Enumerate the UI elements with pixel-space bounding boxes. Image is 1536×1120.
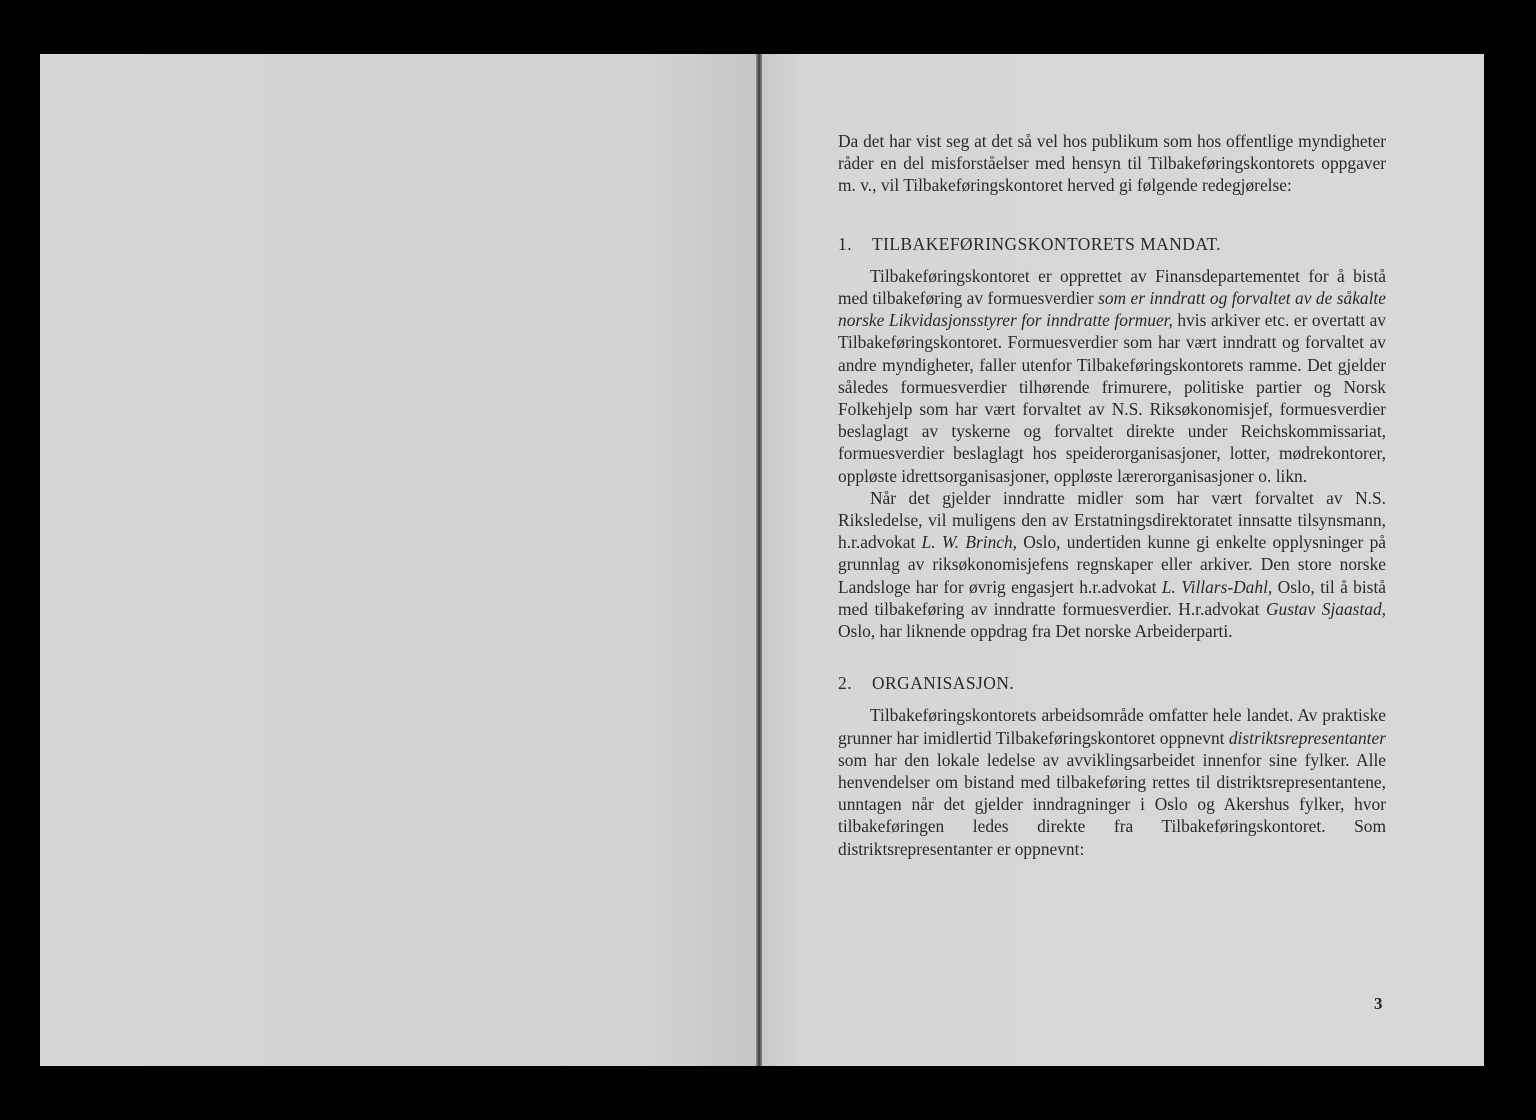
person-name: L. Villars-Dahl, [1161, 576, 1273, 597]
italic-phrase: som er inndratt og forvaltet av de såkalte norske Likvidasjonsstyrer for inndratte formuer, [838, 288, 1386, 331]
section-1-paragraph-1: Tilbakeføringskontoret er opprettet av Finansdepartementet for å bistå med tilbakeføring av formuesverdier som er inndratt og forvaltet av de såkalte norske Likvidasjonsstyrer for inndratte formuer, hvis arkiver etc. er overtatt av Tilbakeføringskontoret. Formuesverdier som har vært inndratt og forvaltet av andre myndigheter, faller utenfor Tilbakeføringskontorets ramme. Det gjelder således formuesverdier tilhørende frimurere, politiske partier og Norsk Folkehjelp som har vært forvaltet av N.S. Riksøkonomisjef, formuesverdier beslaglagt av tyskerne og forvaltet direkte under Reichskommissariat, formuesverdier beslaglagt hos speiderorganisasjoner, lotter, mødrekontorer, oppløste idrettsorganisasjoner, oppløste lærerorganisasjoner o. likn. [838, 265, 1386, 486]
person-name: L. W. Brinch, [921, 532, 1018, 553]
person-name: Gustav Sjaastad, [1265, 598, 1387, 619]
section-2-paragraph-1: Tilbakeføringskontorets arbeidsområde omfatter hele landet. Av praktiske grunner har imidlertid Tilbakeføringskontoret oppnevnt distriktsrepresentanter som har den lokale ledelse av avviklingsarbeidet innenfor sine fylker. Alle henvendelser om bistand med tilbakeføring rettes til distriktsrepresentantene, unntagen når det gjelder inndragninger i Oslo og Akershus fylker, hvor tilbakeføringen ledes direkte fra Tilbakeføringskontoret. Som distriktsrepresentanter er oppnevnt: [838, 705, 1386, 859]
section-1-paragraph-2: Når det gjelder inndratte midler som har vært forvaltet av N.S. Riksledelse, vil muligens den av Erstatningsdirektoratet innsatte tilsynsmann, h.r.advokat L. W. Brinch, Oslo, undertiden kunne gi enkelte opplysninger på grunnlag av riksøkonomisjefens regnskaper eller arkiver. Den store norske Landsloge har for øvrig engasjert h.r.advokat L. Villars-Dahl, Oslo, til å bistå med tilbakeføring av inndratte formuesverdier. H.r.advokat Gustav Sjaastad, Oslo, har liknende oppdrag fra Det norske Arbeiderparti. [838, 487, 1387, 642]
section-2-number: 2. [838, 673, 853, 694]
section-1-title: TILBAKEFØRINGSKONTORETS MANDAT. [872, 233, 1222, 254]
section-2-heading [838, 672, 1386, 694]
section-2-title: ORGANISASJON. [872, 673, 1015, 694]
section-1-number: 1. [838, 233, 853, 254]
intro-paragraph: Da det har vist seg at det så vel hos publikum som hos offentlige myndigheter råder en del misforståelser med hensyn til Tilbakeføringskontorets oppgaver m. v., vil Tilbakeføringskontoret herved gi følgende redegjørelse: [838, 131, 1386, 196]
left-page-blank [40, 54, 756, 1066]
section-1-heading [838, 233, 1386, 255]
page-number: 3 [1374, 994, 1383, 1013]
document-body [838, 130, 1386, 860]
italic-term: distriktsrepresentanter [1228, 727, 1386, 748]
